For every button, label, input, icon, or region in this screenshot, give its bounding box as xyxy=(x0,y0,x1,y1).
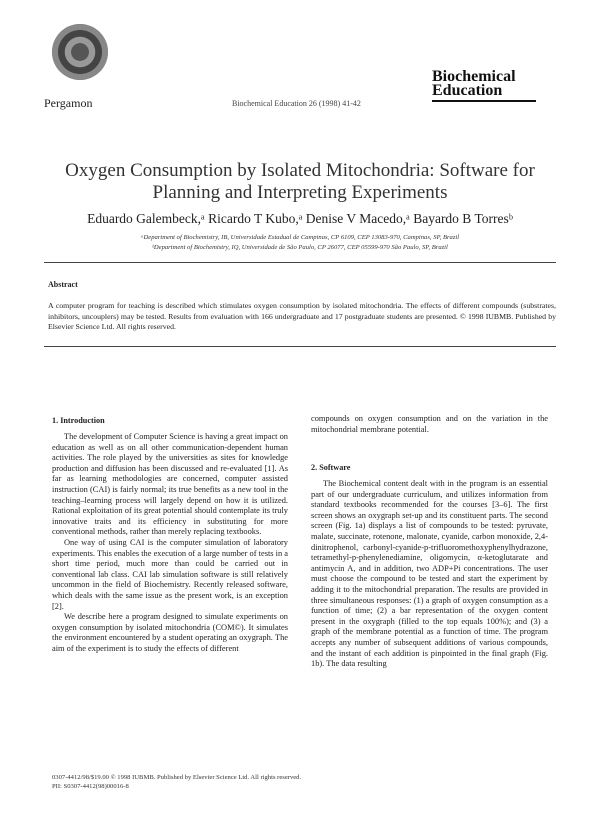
affiliation-b: ᵇDepartment of Biochemistry, IQ, Universidade de São Paulo, CP 26077, CEP 05599-970 São Paulo, SP, Brazil xyxy=(152,244,448,251)
elsevier-tree-emblem xyxy=(52,24,108,80)
intro-paragraph-2: One way of using CAI is the computer simulation of laboratory experiments. This enables the execution of a large number of tests in a short time period, much more than could be carried out in conventional lab class. CAI lab simulation software is still relatively uncommon in the field of Biochemistry. Recently released software, which deals with the same issue as the present work, is an exception [2]. xyxy=(52,537,288,611)
footer xyxy=(52,773,301,791)
article-title: Oxygen Consumption by Isolated Mitochondria: Software for Planning and Interpreting Experiments xyxy=(65,160,535,203)
abstract-heading: Abstract xyxy=(48,280,78,289)
column-left xyxy=(52,432,288,654)
journal-brand xyxy=(432,70,516,98)
authors: Eduardo Galembeck,ᵃ Ricardo T Kubo,ᵃ Denise V Macedo,ᵃ Bayardo B Torresᵇ xyxy=(87,211,513,226)
journal-brand-line2: Education xyxy=(432,82,503,99)
section-heading-introduction: 1. Introduction xyxy=(52,416,105,425)
abstract-bottom-rule xyxy=(44,346,556,347)
column-right xyxy=(311,479,548,670)
intro-paragraph-3: We describe here a program designed to simulate experiments on oxygen consumption by isolated mitochondria (COM©). It simulates the environment encountered by a student operating an oxygraph. The aim of the experiment is to study the effects of different xyxy=(52,612,288,653)
intro-paragraph-1: The development of Computer Science is having a great impact on education as well as on all other communication-dependent human activities. The role played by the universities as sites for knowledge production and diffusion has been discussed and re-evaluated [1]. As far as learning methodologies are concerned, computer assisted instruction (CAI) is fairly normal; its true benefits as a new tool in the teaching–learning process will largely depend on how it is utilized. Rational exploitation of its great potential should contemplate its truly innovative traits and its efficiency in substituting for more conventional methods, rather than merely replacing textbooks. xyxy=(52,432,288,537)
intro-continuation: compounds on oxygen consumption and on the variation in the mitochondrial membrane potential. xyxy=(311,414,548,434)
abstract-text: A computer program for teaching is described which stimulates oxygen consumption by isolated mitochondria. The effects of different compounds (substrates, inhibitors, uncouplers) may be tested. Results from evaluation with 166 undergraduate and 17 postgraduate students are presented. © 1998 IUBMB. Published by Elsevier Science Ltd. All rights reserved. xyxy=(48,301,556,331)
software-paragraph: The Biochemical content dealt with in the program is an essential part of our undergraduate curriculum, and utilizes information from standard textbooks recommended for the courses [3–6]. The first screen shows an oxygraph set-up and its constituent parts. The second screen (Fig. 1a) displays a list of compounds to be tested: pyruvate, malate, succinate, rotenone, malonate, cyanide, carbon monoxide, 2,4-dinitrophenol, carbonyl-cyanide-p-trifluoromethoxyphenylhydrazone, tetramethyl-p-phenylenediamine, oligomycin, α-ketoglutarate and antimycin A, and in addition, two ADP+Pi concentrations. The user must choose the compound to be tested and start the experiment by adding it to the mitochondrial preparation. The results are provided in three simultaneous responses: (1) a graph of oxygen consumption as a function of time; (2) a bar representation of the oxygen content present in the oxygraph (filled to the top equals 100%); and (3) a graph of the membrane potential as a function of time. The program accepts any number of subsequent additions of various compounds, and the instant of each addition is pinpointed in the final graph (Fig. 1b). The data resulting xyxy=(311,479,548,669)
footer-pii: PII: S0307-4412(98)00016-8 xyxy=(52,783,129,790)
publisher-name: Pergamon xyxy=(44,96,93,110)
affiliations xyxy=(60,233,540,253)
abstract-top-rule xyxy=(44,262,556,263)
affiliation-a: ᵃDepartment of Biochemistry, IB, Universidade Estadual de Campinas, CP 6109, CEP 13083-970, Campinas, SP, Brazil xyxy=(140,234,460,241)
section-heading-software: 2. Software xyxy=(311,463,351,472)
footer-copyright: 0307-4412/98/$19.00 © 1998 IUBMB. Published by Elsevier Science Ltd. All rights reserved. xyxy=(52,774,302,781)
publisher-logo xyxy=(52,24,108,94)
journal-brand-line1: Biochemical xyxy=(432,68,516,85)
brand-rule xyxy=(432,100,536,102)
column-right-top xyxy=(311,414,548,435)
journal-citation: Biochemical Education 26 (1998) 41-42 xyxy=(232,99,361,108)
